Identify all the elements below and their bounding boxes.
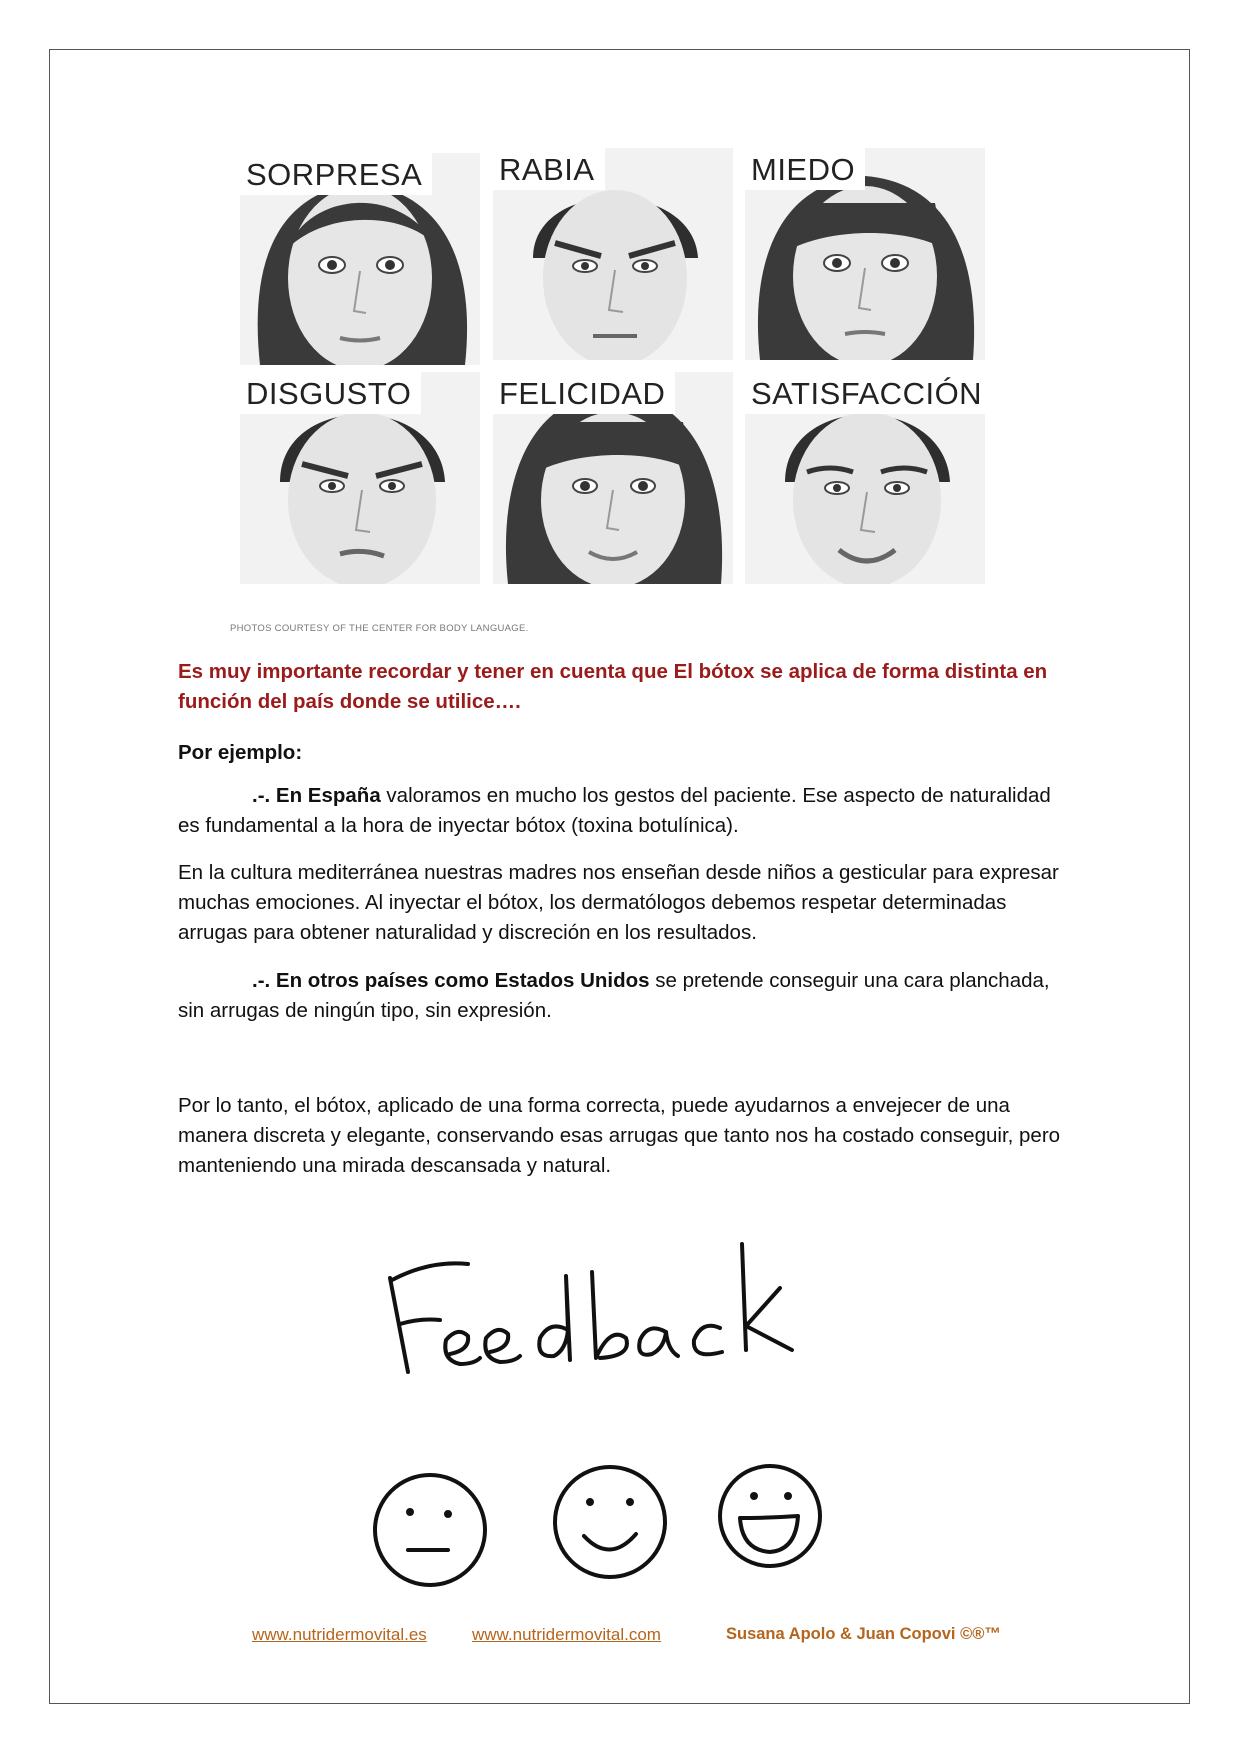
intro-paragraph [178,657,1078,717]
footer-link-es[interactable]: www.nutridermovital.es [252,1625,427,1644]
mediterranean-paragraph [178,858,1078,948]
usa-prefix: .-. En otros países como Estados Unidos [252,969,650,992]
spain-text: valoramos en mucho los gestos del paciente. Ese aspecto de naturalidad es fundamental a la hora de inyectar bótox (toxina botulínica). [178,784,1051,837]
label-disgusto: DISGUSTO [240,372,421,414]
photo-miedo [745,148,985,360]
label-felicidad: FELICIDAD [493,372,675,414]
photo-sorpresa [240,153,480,365]
mediterranean-text: En la cultura mediterránea nuestras madres nos enseñan desde niños a gesticular para expresar muchas emociones. Al inyectar el bótox, los dermatólogos debemos respetar determinadas arrugas para obtener naturalidad y discreción en los resultados. [178,861,1059,944]
page-footer [0,1625,1241,1655]
footer-link-com[interactable]: www.nutridermovital.com [472,1625,661,1644]
label-sorpresa: SORPRESA [240,153,432,195]
conclusion-text: Por lo tanto, el bótox, aplicado de una forma correcta, puede ayudarnos a envejecer de una manera discreta y elegante, conservando esas arrugas que tanto nos ha costado conseguir, pero manteniendo una mirada descansada y natural. [178,1094,1061,1177]
example-heading-block [178,738,1078,768]
photo-satisfaccion [745,372,985,584]
feedback-illustration [330,1200,930,1610]
usa-text: se pretende conseguir una cara planchada, sin arrugas de ningún tipo, sin expresión. [178,969,1050,1022]
photo-caption: PHOTOS COURTESY OF THE CENTER FOR BODY LANGUAGE. [230,623,529,634]
label-satisfaccion: SATISFACCIÓN [745,372,985,414]
smile-face-icon [555,1467,665,1577]
feedback-drawing [330,1200,930,1610]
spain-paragraph [178,781,1078,841]
photo-rabia [493,148,733,360]
neutral-face-icon [375,1475,485,1585]
usa-paragraph [178,966,1078,1026]
expressions-photo-grid [225,148,1000,596]
footer-authors: Susana Apolo & Juan Copovi ©®™ [726,1625,1001,1643]
label-rabia: RABIA [493,148,605,190]
photo-disgusto [240,372,480,584]
example-heading: Por ejemplo: [178,741,303,764]
conclusion-paragraph [178,1091,1078,1181]
intro-text: Es muy importante recordar y tener en cuenta que El bótox se aplica de forma distinta en función del país donde se utilice…. [178,660,1048,713]
spain-prefix: .-. En España [252,784,381,807]
label-miedo: MIEDO [745,148,865,190]
photo-felicidad [493,372,733,584]
